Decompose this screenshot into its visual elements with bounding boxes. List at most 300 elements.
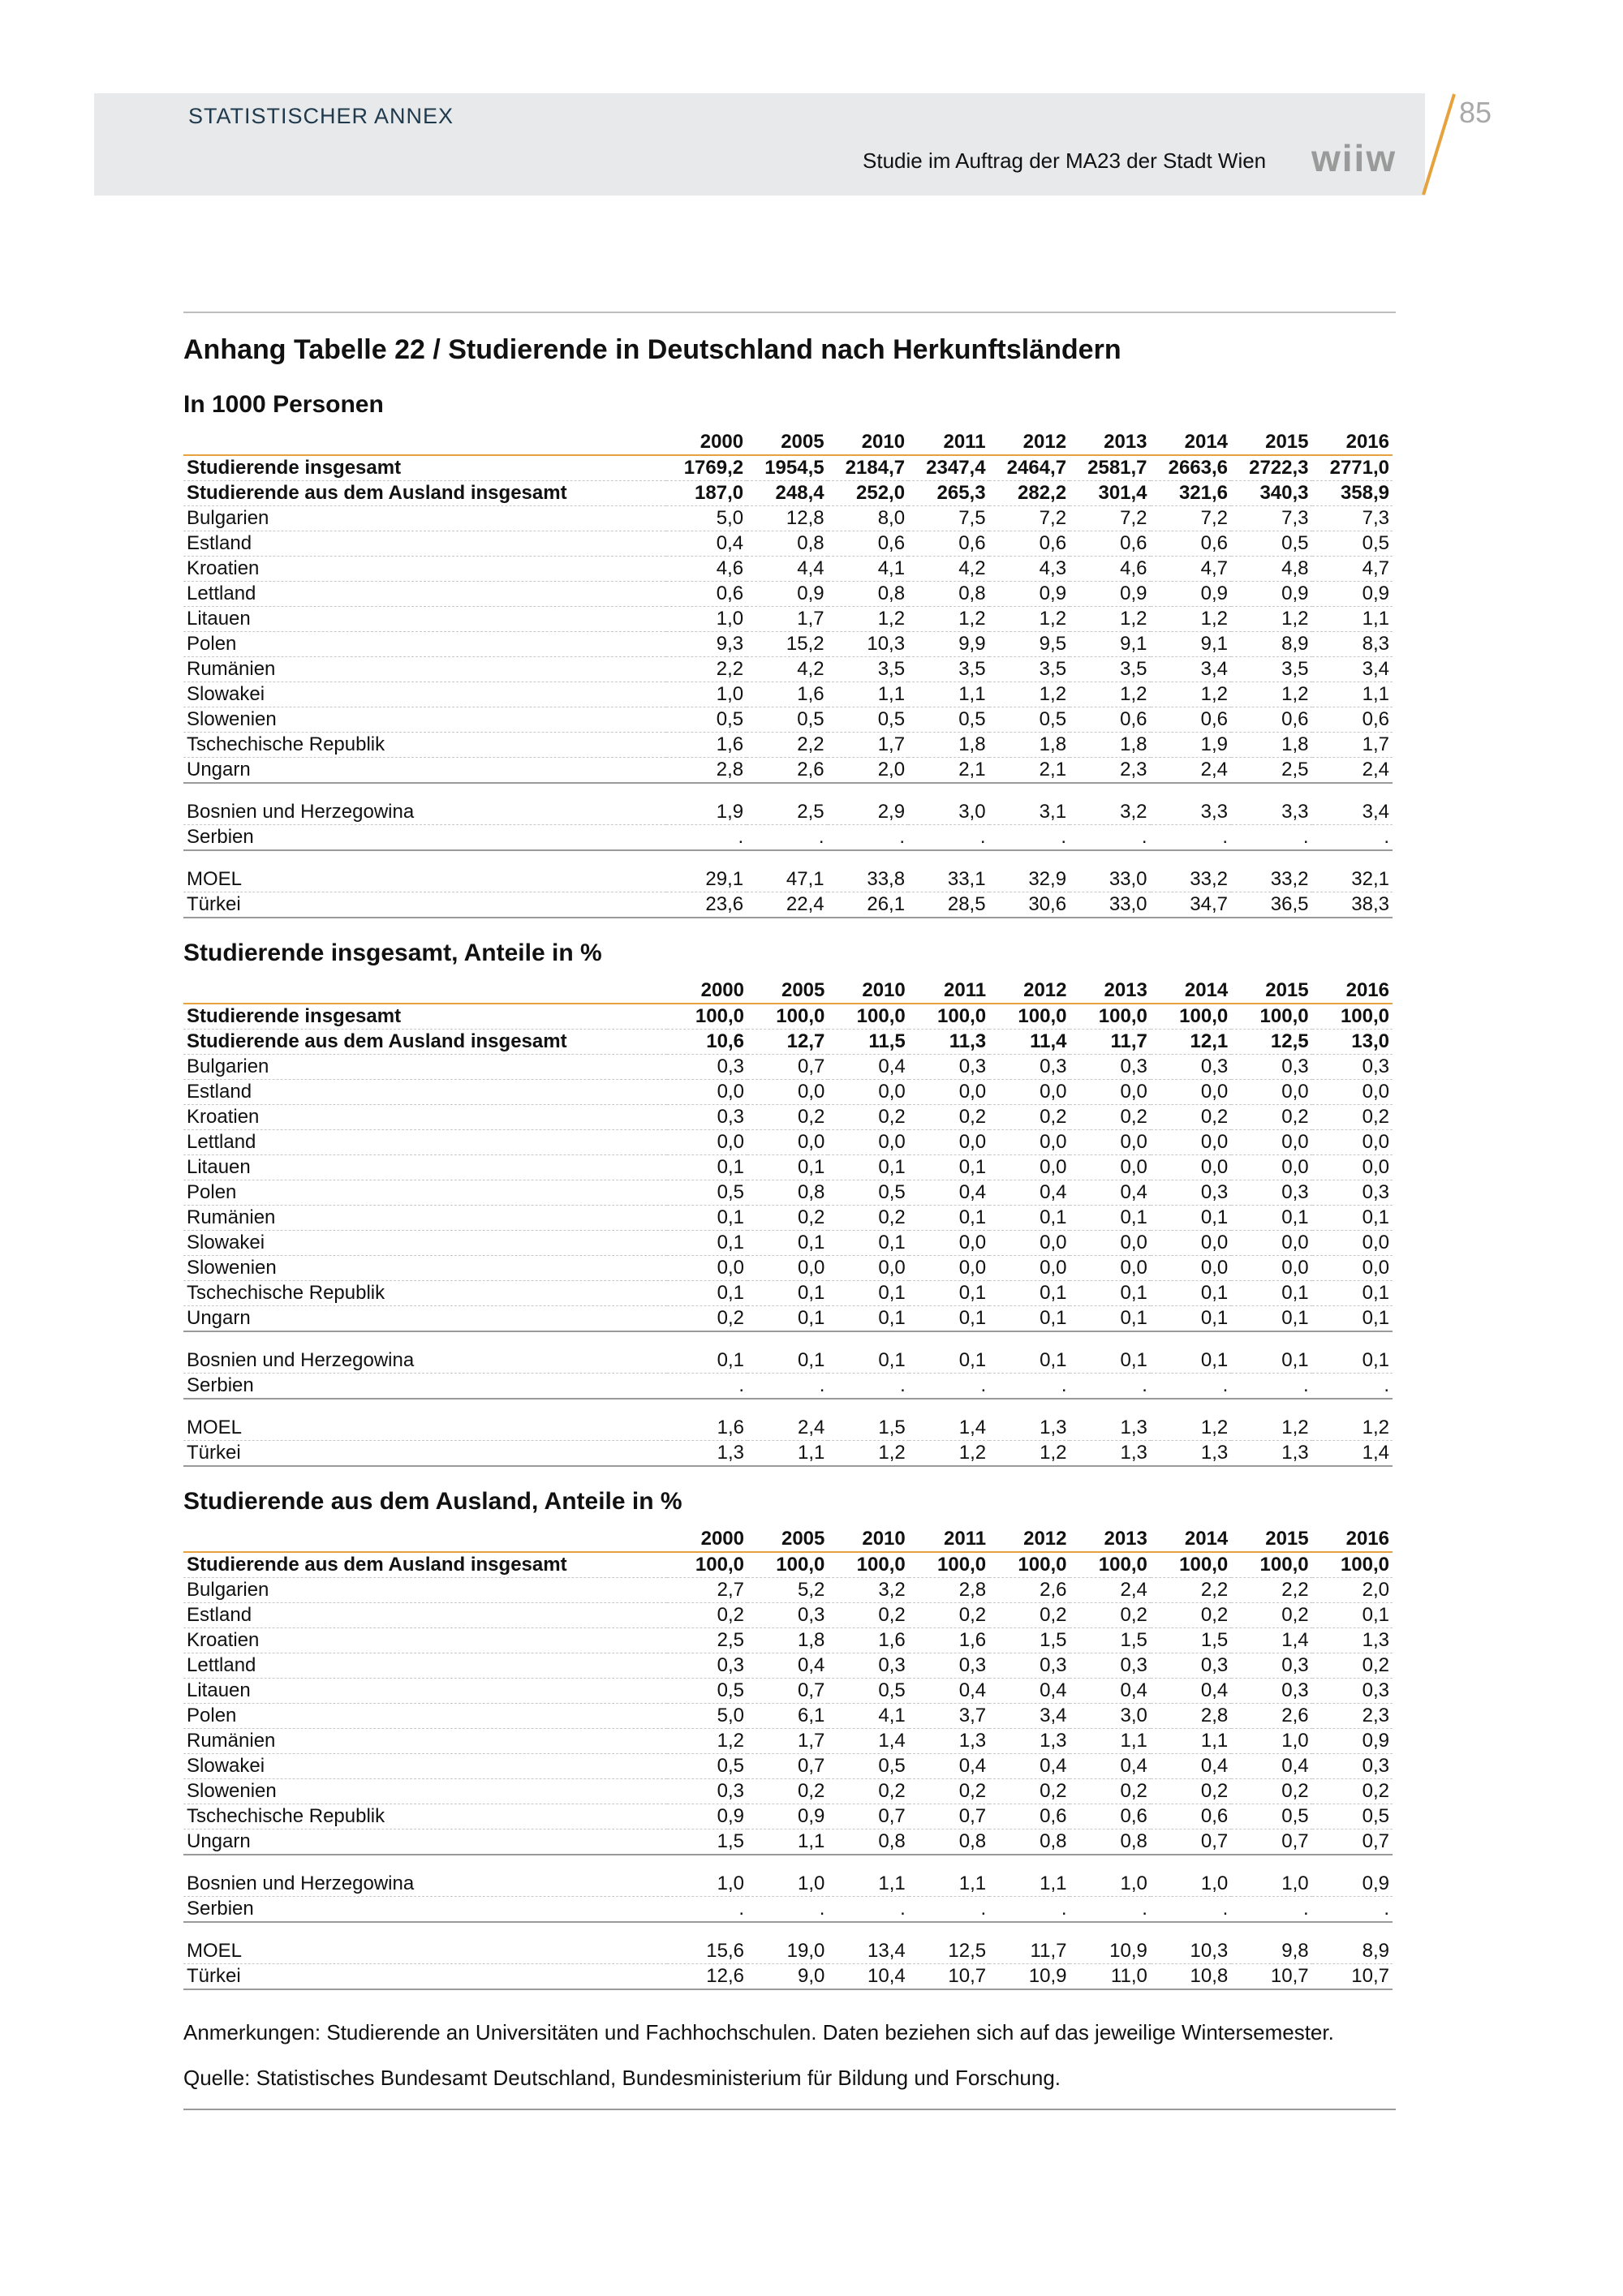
table-row bbox=[183, 1180, 1393, 1206]
table-cell: 0,8 bbox=[909, 1829, 989, 1855]
table-cell: 10,8 bbox=[1151, 1964, 1231, 1990]
table-cell: 3,4 bbox=[1151, 657, 1231, 682]
table-cell: 0,1 bbox=[1312, 1348, 1393, 1374]
table-cell: 2,8 bbox=[909, 1578, 989, 1603]
year-header: 2010 bbox=[828, 978, 908, 1004]
row-label: Studierende aus dem Ausland insgesamt bbox=[183, 481, 666, 506]
table-cell: 0,1 bbox=[989, 1281, 1070, 1306]
table-cell: 33,0 bbox=[1070, 892, 1150, 918]
table-cell: 0,0 bbox=[989, 1080, 1070, 1105]
label-column-header bbox=[183, 1527, 667, 1552]
table-cell: 0,3 bbox=[1312, 1754, 1393, 1779]
table-cell: 0,0 bbox=[1312, 1080, 1393, 1105]
row-label: Serbien bbox=[183, 1897, 667, 1923]
table-cell: 0,4 bbox=[989, 1180, 1070, 1206]
table-cell: 3,0 bbox=[908, 800, 988, 825]
table-cell: 1,8 bbox=[989, 733, 1070, 758]
row-label: Bulgarien bbox=[183, 506, 666, 531]
table-cell: 1,2 bbox=[828, 607, 908, 632]
table-cell: 0,6 bbox=[666, 582, 747, 607]
table-cell: 0,9 bbox=[1070, 582, 1150, 607]
table-row bbox=[183, 1829, 1393, 1855]
table-cell: . bbox=[989, 825, 1070, 851]
table-cell: 0,3 bbox=[1231, 1055, 1311, 1080]
table-cell: 0,9 bbox=[989, 582, 1070, 607]
table-cell: 3,5 bbox=[908, 657, 988, 682]
table-cell: 100,0 bbox=[747, 1552, 828, 1578]
year-header: 2013 bbox=[1070, 978, 1150, 1004]
row-label: Litauen bbox=[183, 1155, 667, 1180]
table-row bbox=[183, 1603, 1393, 1628]
row-label: Estland bbox=[183, 1603, 667, 1628]
table-cell: 3,3 bbox=[1231, 800, 1311, 825]
table-cell: 0,3 bbox=[1231, 1180, 1311, 1206]
table-cell: 4,7 bbox=[1151, 557, 1231, 582]
table-cell: 0,3 bbox=[1070, 1055, 1150, 1080]
table-cell: . bbox=[1070, 825, 1150, 851]
table-cell: 0,0 bbox=[1231, 1080, 1311, 1105]
spacer-cell bbox=[183, 783, 1393, 800]
table-cell: 9,1 bbox=[1070, 632, 1150, 657]
row-label: Lettland bbox=[183, 1130, 667, 1155]
table-cell: 33,8 bbox=[828, 867, 908, 892]
row-label: Bosnien und Herzegowina bbox=[183, 800, 666, 825]
spacer-cell bbox=[183, 1922, 1393, 1939]
table-cell: 0,2 bbox=[1312, 1779, 1393, 1804]
table-cell: 1,5 bbox=[1070, 1628, 1150, 1653]
table-cell: 0,3 bbox=[989, 1653, 1070, 1679]
table-cell: 8,3 bbox=[1312, 632, 1393, 657]
table-cell: 0,5 bbox=[1312, 1804, 1393, 1829]
year-header: 2011 bbox=[909, 1527, 989, 1552]
table-cell: 0,9 bbox=[667, 1804, 747, 1829]
table-cell: 6,1 bbox=[747, 1704, 828, 1729]
table-cell: 34,7 bbox=[1151, 892, 1231, 918]
table-cell: 1,2 bbox=[1151, 1416, 1231, 1441]
table-cell: 0,9 bbox=[747, 582, 827, 607]
table-cell: 3,5 bbox=[989, 657, 1070, 682]
table-cell: 1,3 bbox=[989, 1416, 1070, 1441]
table-cell: 1,1 bbox=[747, 1441, 828, 1467]
table-cell: 1,0 bbox=[1231, 1872, 1311, 1897]
table-cell: 0,0 bbox=[1312, 1256, 1393, 1281]
source-text: Quelle: Statistisches Bundesamt Deutschland, Bundesministerium für Bildung und Forschung. bbox=[183, 2066, 1061, 2090]
table-cell: . bbox=[1312, 1374, 1393, 1400]
table-cell: 9,5 bbox=[989, 632, 1070, 657]
table-cell: 7,2 bbox=[989, 506, 1070, 531]
row-label: Türkei bbox=[183, 892, 666, 918]
table-cell: 0,5 bbox=[667, 1679, 747, 1704]
table-cell: 0,6 bbox=[1070, 707, 1150, 733]
table-cell: 3,1 bbox=[989, 800, 1070, 825]
table-cell: 0,1 bbox=[1231, 1281, 1311, 1306]
year-header: 2016 bbox=[1312, 978, 1393, 1004]
table-cell: 1,1 bbox=[828, 1872, 908, 1897]
row-label: Ungarn bbox=[183, 1306, 667, 1332]
table-cell: 100,0 bbox=[1151, 1552, 1231, 1578]
table-cell: 0,2 bbox=[667, 1306, 747, 1332]
table-cell: . bbox=[666, 825, 747, 851]
table-cell: 1,1 bbox=[908, 682, 988, 707]
table-cell: 1,3 bbox=[1231, 1441, 1311, 1467]
table-cell: 2347,4 bbox=[908, 455, 988, 481]
row-label: Studierende insgesamt bbox=[183, 455, 666, 481]
table-row bbox=[183, 1105, 1393, 1130]
table-cell: 1,8 bbox=[1231, 733, 1311, 758]
table-cell: 2,4 bbox=[1312, 758, 1393, 784]
table-cell: . bbox=[1070, 1897, 1150, 1923]
table-cell: 4,1 bbox=[828, 557, 908, 582]
table-row bbox=[183, 531, 1393, 557]
row-spacer bbox=[183, 1855, 1393, 1872]
table-cell: 0,0 bbox=[989, 1130, 1070, 1155]
table-row bbox=[183, 557, 1393, 582]
table-cell: 1954,5 bbox=[747, 455, 827, 481]
table-row bbox=[183, 607, 1393, 632]
table-cell: 1,7 bbox=[747, 1729, 828, 1754]
table-cell: 0,6 bbox=[908, 531, 988, 557]
table-cell: 1,4 bbox=[1231, 1628, 1311, 1653]
row-label: Serbien bbox=[183, 1374, 667, 1400]
table-cell: 0,1 bbox=[1312, 1281, 1393, 1306]
table-cell: 1,3 bbox=[1151, 1441, 1231, 1467]
table-cell: 9,3 bbox=[666, 632, 747, 657]
table-cell: 0,4 bbox=[989, 1754, 1070, 1779]
row-label: Türkei bbox=[183, 1441, 667, 1467]
row-spacer bbox=[183, 850, 1393, 867]
table-cell: 0,2 bbox=[1070, 1105, 1150, 1130]
table-cell: 0,1 bbox=[1231, 1206, 1311, 1231]
row-label: MOEL bbox=[183, 1939, 667, 1964]
table-cell: 0,0 bbox=[667, 1080, 747, 1105]
table-cell: . bbox=[1151, 1374, 1231, 1400]
table-cell: . bbox=[1070, 1374, 1150, 1400]
table-cell: 2,0 bbox=[1312, 1578, 1393, 1603]
table-cell: . bbox=[667, 1897, 747, 1923]
table-cell: 0,0 bbox=[1312, 1231, 1393, 1256]
table-cell: 0,5 bbox=[989, 707, 1070, 733]
table-row bbox=[183, 682, 1393, 707]
table-row bbox=[183, 1939, 1393, 1964]
table-cell: 1,5 bbox=[667, 1829, 747, 1855]
table-cell: 0,9 bbox=[747, 1804, 828, 1829]
table-cell: 12,8 bbox=[747, 506, 827, 531]
table-cell: . bbox=[828, 1897, 908, 1923]
row-label: Ungarn bbox=[183, 758, 666, 784]
table-cell: 100,0 bbox=[1231, 1552, 1311, 1578]
table-cell: 100,0 bbox=[909, 1004, 989, 1030]
table-cell: 0,8 bbox=[828, 582, 908, 607]
table-cell: 0,9 bbox=[1312, 1872, 1393, 1897]
table-cell: 1,7 bbox=[828, 733, 908, 758]
table-cell: 0,1 bbox=[1231, 1306, 1311, 1332]
table-row bbox=[183, 1441, 1393, 1467]
table-cell: 2464,7 bbox=[989, 455, 1070, 481]
table-cell: 100,0 bbox=[667, 1552, 747, 1578]
table-cell: 0,1 bbox=[747, 1155, 828, 1180]
row-label: Rumänien bbox=[183, 657, 666, 682]
table-cell: 1,8 bbox=[1070, 733, 1150, 758]
table-cell: 0,2 bbox=[667, 1603, 747, 1628]
table-cell: 1,4 bbox=[909, 1416, 989, 1441]
table-cell: . bbox=[747, 1897, 828, 1923]
table-cell: 0,5 bbox=[828, 1180, 908, 1206]
remarks-text: Anmerkungen: Studierende an Universitäten und Fachhochschulen. Daten beziehen sich auf das jeweilige Wintersemester. bbox=[183, 2020, 1334, 2044]
table-cell: 252,0 bbox=[828, 481, 908, 506]
row-label: Polen bbox=[183, 1704, 667, 1729]
year-header: 2005 bbox=[747, 1527, 828, 1552]
table-cell: 1,2 bbox=[989, 682, 1070, 707]
table-cell: 4,2 bbox=[908, 557, 988, 582]
table-cell: 1,0 bbox=[1070, 1872, 1150, 1897]
table-cell: . bbox=[909, 1374, 989, 1400]
table-cell: 0,4 bbox=[989, 1679, 1070, 1704]
table-cell: 340,3 bbox=[1231, 481, 1311, 506]
table-cell: 1,2 bbox=[828, 1441, 908, 1467]
row-spacer bbox=[183, 1399, 1393, 1416]
table-row bbox=[183, 481, 1393, 506]
table-cell: 2722,3 bbox=[1231, 455, 1311, 481]
table-cell: 0,4 bbox=[747, 1653, 828, 1679]
table-cell: 9,8 bbox=[1231, 1939, 1311, 1964]
study-label: Studie im Auftrag der MA23 der Stadt Wien bbox=[863, 148, 1267, 173]
table-row bbox=[183, 1704, 1393, 1729]
table-cell: 10,3 bbox=[1151, 1939, 1231, 1964]
table-cell: 0,4 bbox=[909, 1180, 989, 1206]
table-cell: 0,0 bbox=[989, 1155, 1070, 1180]
table-cell: 0,6 bbox=[1312, 707, 1393, 733]
row-label: Studierende aus dem Ausland insgesamt bbox=[183, 1030, 667, 1055]
table-cell: 0,0 bbox=[1070, 1130, 1150, 1155]
table-cell: 9,1 bbox=[1151, 632, 1231, 657]
table-cell: 1,3 bbox=[1070, 1441, 1150, 1467]
row-spacer bbox=[183, 1331, 1393, 1348]
table-cell: 0,1 bbox=[667, 1281, 747, 1306]
table-cell: 0,9 bbox=[1231, 582, 1311, 607]
table-cell: 10,3 bbox=[828, 632, 908, 657]
table-cell: 0,1 bbox=[1070, 1306, 1150, 1332]
table-cell: 1,2 bbox=[1231, 682, 1311, 707]
row-spacer bbox=[183, 783, 1393, 800]
table-cell: 1,2 bbox=[1070, 607, 1150, 632]
table-cell: 1,0 bbox=[1231, 1729, 1311, 1754]
table-row bbox=[183, 1281, 1393, 1306]
table-cell: 1,6 bbox=[666, 733, 747, 758]
table-cell: 0,7 bbox=[1151, 1829, 1231, 1855]
table-cell: 12,6 bbox=[667, 1964, 747, 1990]
table-cell: 2,3 bbox=[1070, 758, 1150, 784]
table-cell: 1,2 bbox=[1070, 682, 1150, 707]
table-cell: 11,3 bbox=[909, 1030, 989, 1055]
year-header: 2010 bbox=[828, 430, 908, 455]
table-cell: 0,4 bbox=[1151, 1679, 1231, 1704]
table-cell: 15,2 bbox=[747, 632, 827, 657]
table-cell: 2,4 bbox=[1070, 1578, 1150, 1603]
table-cell: 0,1 bbox=[1070, 1281, 1150, 1306]
table-cell: 0,4 bbox=[1151, 1754, 1231, 1779]
year-header: 2005 bbox=[747, 430, 827, 455]
table-cell: 0,3 bbox=[909, 1055, 989, 1080]
table-cell: 11,7 bbox=[989, 1939, 1070, 1964]
table-row bbox=[183, 506, 1393, 531]
table-cell: 0,1 bbox=[747, 1281, 828, 1306]
table-cell: . bbox=[1312, 825, 1393, 851]
table-cell: 13,0 bbox=[1312, 1030, 1393, 1055]
table-cell: 0,5 bbox=[828, 1679, 908, 1704]
table-cell: 33,2 bbox=[1231, 867, 1311, 892]
table-cell: . bbox=[828, 825, 908, 851]
table-cell: 1,6 bbox=[667, 1416, 747, 1441]
table-cell: 0,0 bbox=[1070, 1155, 1150, 1180]
table-row bbox=[183, 867, 1393, 892]
table-cell: 0,1 bbox=[667, 1348, 747, 1374]
table-cell: 1,5 bbox=[989, 1628, 1070, 1653]
table-cell: 0,9 bbox=[1312, 582, 1393, 607]
table-cell: 1,1 bbox=[989, 1872, 1070, 1897]
row-label: Kroatien bbox=[183, 1628, 667, 1653]
table-cell: 1,2 bbox=[908, 607, 988, 632]
table-cell: 0,0 bbox=[747, 1080, 828, 1105]
table-cell: 3,7 bbox=[909, 1704, 989, 1729]
table-cell: 11,4 bbox=[989, 1030, 1070, 1055]
year-header: 2014 bbox=[1151, 978, 1231, 1004]
spacer-cell bbox=[183, 1399, 1393, 1416]
table-cell: 0,1 bbox=[1312, 1206, 1393, 1231]
table-cell: 10,9 bbox=[1070, 1939, 1150, 1964]
table-subtitle: Studierende aus dem Ausland, Anteile in % bbox=[183, 1488, 682, 1515]
table-cell: 38,3 bbox=[1312, 892, 1393, 918]
table-cell: 2184,7 bbox=[828, 455, 908, 481]
table-cell: . bbox=[667, 1374, 747, 1400]
table-cell: 1,1 bbox=[1151, 1729, 1231, 1754]
table-cell: 26,1 bbox=[828, 892, 908, 918]
table-cell: 10,7 bbox=[1231, 1964, 1311, 1990]
table-cell: 0,1 bbox=[828, 1231, 908, 1256]
table-cell: 1,3 bbox=[909, 1729, 989, 1754]
row-label: Kroatien bbox=[183, 557, 666, 582]
table-cell: 0,3 bbox=[747, 1603, 828, 1628]
table-cell: 23,6 bbox=[666, 892, 747, 918]
table-cell: 3,5 bbox=[828, 657, 908, 682]
table-cell: 0,5 bbox=[667, 1180, 747, 1206]
table-cell: 4,2 bbox=[747, 657, 827, 682]
table-row bbox=[183, 1155, 1393, 1180]
table-cell: . bbox=[1231, 1374, 1311, 1400]
table-row bbox=[183, 800, 1393, 825]
year-header: 2015 bbox=[1231, 978, 1311, 1004]
table-cell: 0,7 bbox=[1312, 1829, 1393, 1855]
table-cell: 0,0 bbox=[909, 1080, 989, 1105]
table-cell: 1,1 bbox=[747, 1829, 828, 1855]
spacer-cell bbox=[183, 850, 1393, 867]
table-cell: 2,8 bbox=[666, 758, 747, 784]
table-cell: 0,5 bbox=[666, 707, 747, 733]
table-cell: 1,1 bbox=[1070, 1729, 1150, 1754]
row-label: Studierende aus dem Ausland insgesamt bbox=[183, 1552, 667, 1578]
table-cell: 10,4 bbox=[828, 1964, 908, 1990]
table-cell: 0,1 bbox=[909, 1206, 989, 1231]
year-header: 2013 bbox=[1070, 1527, 1150, 1552]
table-cell: 0,1 bbox=[747, 1348, 828, 1374]
table-cell: . bbox=[908, 825, 988, 851]
table-cell: 0,0 bbox=[909, 1256, 989, 1281]
table-cell: 0,0 bbox=[1231, 1155, 1311, 1180]
tables-container bbox=[183, 391, 1396, 1990]
table-row bbox=[183, 1779, 1393, 1804]
table-cell: . bbox=[1312, 1897, 1393, 1923]
table-row bbox=[183, 1374, 1393, 1400]
row-label: Türkei bbox=[183, 1964, 667, 1990]
row-label: Studierende insgesamt bbox=[183, 1004, 667, 1030]
table-cell: 0,1 bbox=[828, 1281, 908, 1306]
table-cell: 0,0 bbox=[667, 1130, 747, 1155]
row-label: Slowakei bbox=[183, 682, 666, 707]
table-cell: 0,6 bbox=[1231, 707, 1311, 733]
table-cell: 2,2 bbox=[1231, 1578, 1311, 1603]
table-cell: 0,6 bbox=[828, 531, 908, 557]
table-row bbox=[183, 733, 1393, 758]
table-cell: 0,1 bbox=[1312, 1603, 1393, 1628]
table-cell: 4,4 bbox=[747, 557, 827, 582]
table-cell: 0,6 bbox=[989, 1804, 1070, 1829]
table-cell: . bbox=[747, 1374, 828, 1400]
table-row bbox=[183, 1306, 1393, 1332]
table-cell: 0,1 bbox=[1151, 1348, 1231, 1374]
table-cell: 2,4 bbox=[1151, 758, 1231, 784]
table-cell: 10,7 bbox=[1312, 1964, 1393, 1990]
table-cell: 0,1 bbox=[909, 1281, 989, 1306]
table-row bbox=[183, 1416, 1393, 1441]
table-cell: 1,7 bbox=[747, 607, 827, 632]
table-cell: 0,2 bbox=[989, 1603, 1070, 1628]
table-cell: 0,6 bbox=[1151, 531, 1231, 557]
table-cell: 0,4 bbox=[909, 1679, 989, 1704]
table-cell: 0,0 bbox=[1070, 1256, 1150, 1281]
table-cell: 2,9 bbox=[828, 800, 908, 825]
table-cell: 5,0 bbox=[666, 506, 747, 531]
table-cell: 8,9 bbox=[1312, 1939, 1393, 1964]
table-cell: . bbox=[909, 1897, 989, 1923]
row-label: Bulgarien bbox=[183, 1055, 667, 1080]
table-cell: 1,0 bbox=[747, 1872, 828, 1897]
table-cell: 0,0 bbox=[1151, 1155, 1231, 1180]
table-cell: 0,6 bbox=[1151, 707, 1231, 733]
table-row bbox=[183, 825, 1393, 851]
table-cell: 0,2 bbox=[989, 1105, 1070, 1130]
table-cell: 0,2 bbox=[1151, 1603, 1231, 1628]
table-cell: 0,1 bbox=[667, 1155, 747, 1180]
table-cell: 0,0 bbox=[1151, 1256, 1231, 1281]
table-cell: . bbox=[747, 825, 827, 851]
table-cell: 0,0 bbox=[667, 1256, 747, 1281]
table-cell: 4,1 bbox=[828, 1704, 908, 1729]
row-label: MOEL bbox=[183, 867, 666, 892]
table-cell: 0,6 bbox=[1070, 531, 1150, 557]
table-cell: 0,0 bbox=[1151, 1080, 1231, 1105]
table-cell: . bbox=[1231, 825, 1311, 851]
row-label: Polen bbox=[183, 1180, 667, 1206]
table-cell: 0,8 bbox=[747, 1180, 828, 1206]
row-label: Tschechische Republik bbox=[183, 733, 666, 758]
table-cell: 1,3 bbox=[667, 1441, 747, 1467]
table-cell: 265,3 bbox=[908, 481, 988, 506]
table-cell: 1,9 bbox=[1151, 733, 1231, 758]
table-cell: 0,0 bbox=[828, 1130, 908, 1155]
table-cell: 100,0 bbox=[909, 1552, 989, 1578]
table-cell: 0,2 bbox=[909, 1779, 989, 1804]
table-cell: 2,2 bbox=[747, 733, 827, 758]
table-row bbox=[183, 455, 1393, 481]
